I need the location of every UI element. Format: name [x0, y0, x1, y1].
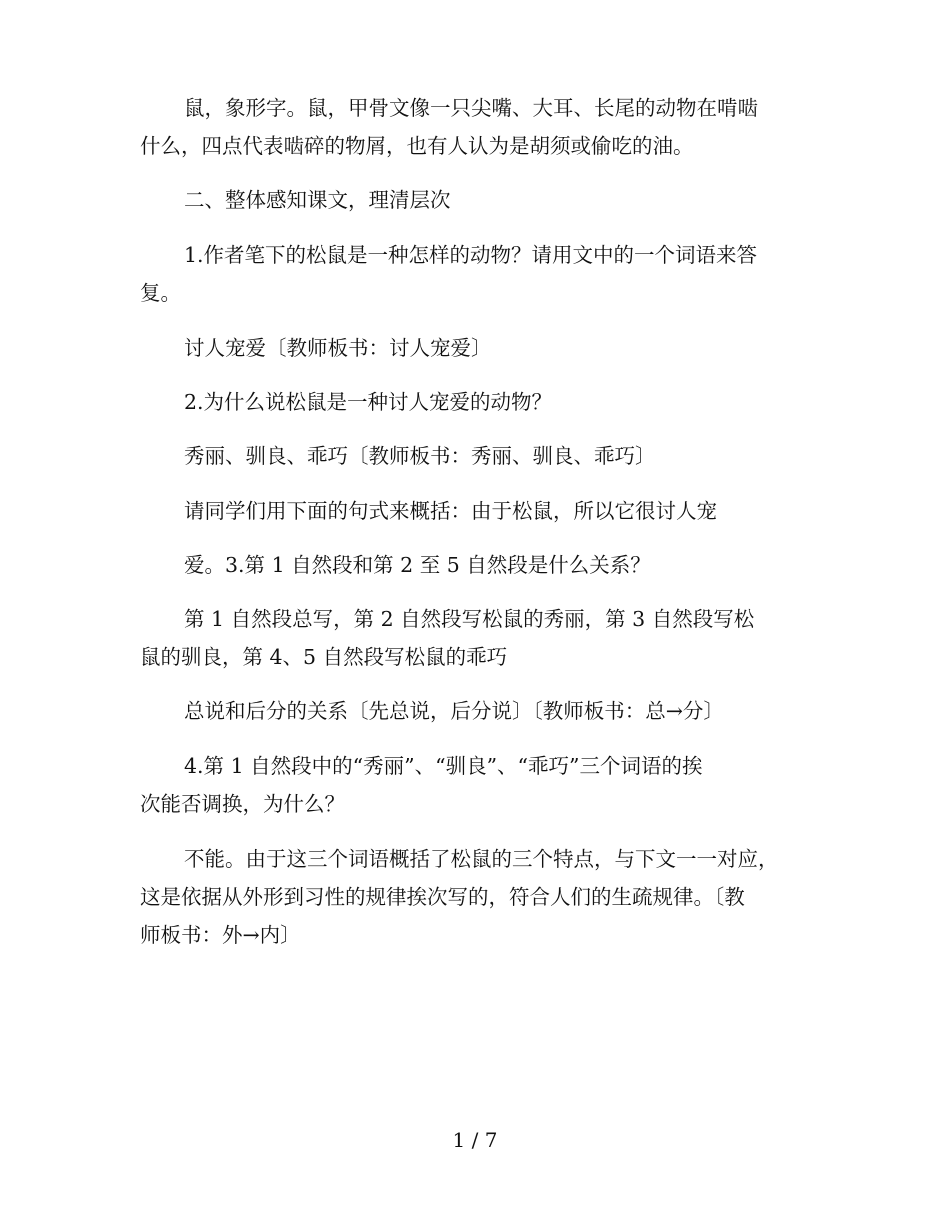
- question-4: [140, 747, 810, 823]
- relationship-summary: [140, 692, 810, 730]
- answer-1: [140, 329, 810, 367]
- paragraph-line: 这是依据从外形到习性的规律挨次写的，符合人们的生疏规律。〔教: [140, 885, 745, 909]
- paragraph-line: 鼠，象形字。鼠，甲骨文像一只尖嘴、大耳、长尾的动物在啃啮: [184, 96, 758, 120]
- question-1: [140, 236, 810, 312]
- paragraph-line: 2.为什么说松鼠是一种讨人宠爱的动物？: [184, 390, 553, 414]
- paragraph-line: 鼠的驯良，第 4、5 自然段写松鼠的乖巧: [140, 645, 508, 669]
- answer-2: [140, 437, 810, 475]
- paragraph-line: 1.作者笔下的松鼠是一种怎样的动物？请用文中的一个词语来答: [184, 243, 758, 267]
- paragraph-line: 秀丽、驯良、乖巧〔教师板书：秀丽、驯良、乖巧〕: [184, 444, 656, 468]
- question-3: [140, 546, 810, 584]
- paragraph-line: 第 1 自然段总写，第 2 自然段写松鼠的秀丽，第 3 自然段写松: [184, 607, 755, 631]
- question-2: [140, 383, 810, 421]
- paragraph-line: 4.第 1 自然段中的“秀丽”、“驯良”、“乖巧”三个词语的挨: [184, 754, 703, 778]
- sentence-pattern-prompt: [140, 492, 810, 530]
- paragraph-line: 次能否调换，为什么？: [140, 792, 345, 816]
- paragraph-line: 二、整体感知课文，理清层次: [184, 188, 451, 212]
- answer-4: [140, 840, 810, 954]
- paragraph-line: 不能。由于这三个词语概括了松鼠的三个特点，与下文一一对应，: [184, 847, 779, 871]
- paragraph-line: 讨人宠爱〔教师板书：讨人宠爱〕: [184, 336, 492, 360]
- section-heading: [140, 181, 810, 219]
- paragraph-line: 什么，四点代表啮碎的物屑，也有人认为是胡须或偷吃的油。: [140, 134, 694, 158]
- paragraph-1: [140, 89, 810, 165]
- paragraph-line: 师板书：外→内〕: [140, 923, 301, 947]
- paragraph-line: 复。: [140, 281, 181, 305]
- paragraph-line: 请同学们用下面的句式来概括：由于松鼠，所以它很讨人宠: [184, 499, 717, 523]
- paragraph-line: 总说和后分的关系〔先总说，后分说〕〔教师板书：总→分〕: [184, 699, 724, 723]
- page-number: 1 / 7: [452, 1128, 498, 1152]
- paragraph-line: 爱。3.第 1 自然段和第 2 至 5 自然段是什么关系？: [184, 553, 651, 577]
- answer-3: [140, 600, 810, 676]
